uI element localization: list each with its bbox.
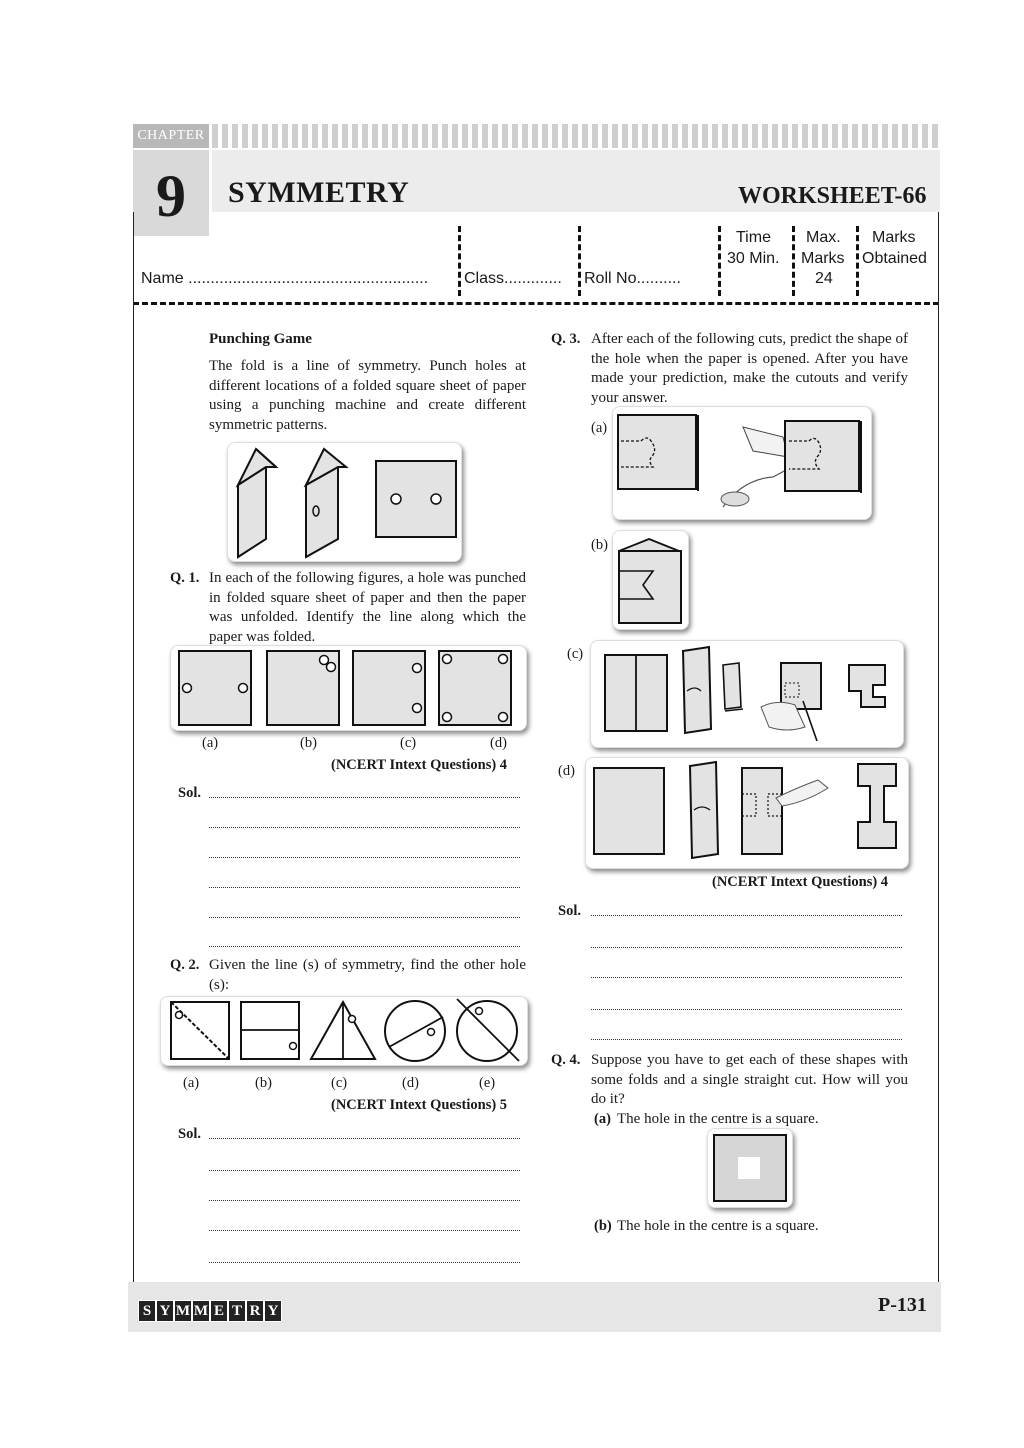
- footer-letter: Y: [264, 1300, 282, 1322]
- q1-label-d: (d): [490, 735, 507, 751]
- q3-text: After each of the following cuts, predict the shape of the hole when the paper is opened. After you have made your prediction, make the cutouts and verify your answer.: [591, 331, 908, 406]
- page-border-right: [938, 212, 939, 1282]
- marks-label: Marks: [801, 250, 845, 267]
- answer-line[interactable]: [591, 1039, 902, 1040]
- time-value: 30 Min.: [727, 250, 780, 267]
- answer-line[interactable]: [209, 797, 520, 798]
- q4a-figure: [707, 1128, 793, 1208]
- q2-text: Given the line (s) of symmetry, find the other hole (s):: [209, 957, 526, 993]
- worksheet-title: WORKSHEET-66: [738, 183, 927, 209]
- answer-line[interactable]: [209, 917, 520, 918]
- q3-sol-label: Sol.: [558, 903, 581, 919]
- answer-line[interactable]: [209, 887, 520, 888]
- punching-figure: [227, 442, 462, 562]
- page-border-left: [133, 212, 134, 1282]
- q1-source: (NCERT Intext Questions) 4: [331, 757, 508, 773]
- chapter-title: SYMMETRY: [228, 176, 410, 209]
- answer-line[interactable]: [209, 857, 520, 858]
- header-divider: [718, 226, 721, 296]
- q2-label-c: (c): [331, 1075, 348, 1091]
- q1-text: In each of the following figures, a hole was punched in folded square sheet of paper and then the paper was unfolded. Identify the line along which the paper was folded.: [209, 570, 526, 645]
- q1-label-b: (b): [300, 735, 317, 751]
- header-rule: [133, 302, 939, 305]
- footer-letter: M: [192, 1300, 210, 1322]
- name-field[interactable]: Name ......................................................: [141, 270, 429, 287]
- q2-source: (NCERT Intext Questions) 5: [331, 1097, 508, 1113]
- answer-line[interactable]: [591, 947, 902, 948]
- q3a-figure: [612, 406, 872, 520]
- answer-line[interactable]: [209, 1230, 520, 1231]
- footer-letter: E: [210, 1300, 228, 1322]
- header-divider: [792, 226, 795, 296]
- q3-label-d: (d): [558, 763, 575, 779]
- q4-text: Suppose you have to get each of these shapes with some folds and a single straight cut. How will you do it?: [591, 1052, 908, 1107]
- q2-number: Q. 2.: [170, 957, 200, 973]
- answer-line[interactable]: [209, 946, 520, 947]
- q4a-text: The hole in the centre is a square.: [617, 1111, 819, 1127]
- roll-field[interactable]: Roll No..........: [584, 270, 681, 287]
- answer-line[interactable]: [591, 915, 902, 916]
- q1-number: Q. 1.: [170, 570, 200, 586]
- q2-figures: [160, 996, 528, 1066]
- max-label: Max.: [806, 229, 841, 246]
- footer-letter: S: [138, 1300, 156, 1322]
- footer-letter: R: [246, 1300, 264, 1322]
- footer-letter: Y: [156, 1300, 174, 1322]
- q2-label-a: (a): [183, 1075, 200, 1091]
- footer-letter: M: [174, 1300, 192, 1322]
- header-stripe: [212, 124, 940, 148]
- q3d-figure: [585, 757, 909, 869]
- max-marks-value: 24: [815, 270, 833, 287]
- header-divider: [458, 226, 461, 296]
- q4a-label: (a): [594, 1111, 611, 1127]
- header-divider: [578, 226, 581, 296]
- chapter-label: CHAPTER: [133, 124, 209, 148]
- class-field[interactable]: Class.............: [464, 270, 562, 287]
- answer-line[interactable]: [209, 1262, 520, 1263]
- obtained-label-2: Obtained: [862, 250, 927, 267]
- page-number: P-131: [878, 1294, 927, 1316]
- q3-label-b: (b): [591, 537, 608, 553]
- q1-label-a: (a): [202, 735, 219, 751]
- punching-game-text: The fold is a line of symmetry. Punch holes at different locations of a folded square sheet of paper using a punching machine and create different symmetric patterns.: [209, 358, 526, 433]
- answer-line[interactable]: [209, 1200, 520, 1201]
- punching-game-title: Punching Game: [209, 331, 312, 347]
- q4b-label: (b): [594, 1218, 612, 1234]
- q3-number: Q. 3.: [551, 331, 581, 347]
- q4-number: Q. 4.: [551, 1052, 581, 1068]
- answer-line[interactable]: [209, 827, 520, 828]
- footer-letter: T: [228, 1300, 246, 1322]
- answer-line[interactable]: [209, 1138, 520, 1139]
- q3-label-c: (c): [567, 646, 584, 662]
- q4b-text: The hole in the centre is a square.: [617, 1218, 819, 1234]
- answer-line[interactable]: [209, 1170, 520, 1171]
- obtained-label-1: Marks: [872, 229, 916, 246]
- header-divider: [856, 226, 859, 296]
- chapter-number: 9: [133, 150, 209, 236]
- q3-label-a: (a): [591, 420, 608, 436]
- q1-sol-label: Sol.: [178, 785, 201, 801]
- answer-line[interactable]: [591, 977, 902, 978]
- q3b-figure: [612, 530, 689, 630]
- q1-figures: [170, 645, 527, 731]
- q3c-figure: [590, 640, 904, 748]
- footer-chapter-word: [138, 1300, 282, 1322]
- q2-label-d: (d): [402, 1075, 419, 1091]
- q2-sol-label: Sol.: [178, 1126, 201, 1142]
- time-label: Time: [736, 229, 771, 246]
- q2-label-e: (e): [479, 1075, 496, 1091]
- q3-source: (NCERT Intext Questions) 4: [712, 874, 889, 890]
- answer-line[interactable]: [591, 1009, 902, 1010]
- q1-label-c: (c): [400, 735, 417, 751]
- q2-label-b: (b): [255, 1075, 272, 1091]
